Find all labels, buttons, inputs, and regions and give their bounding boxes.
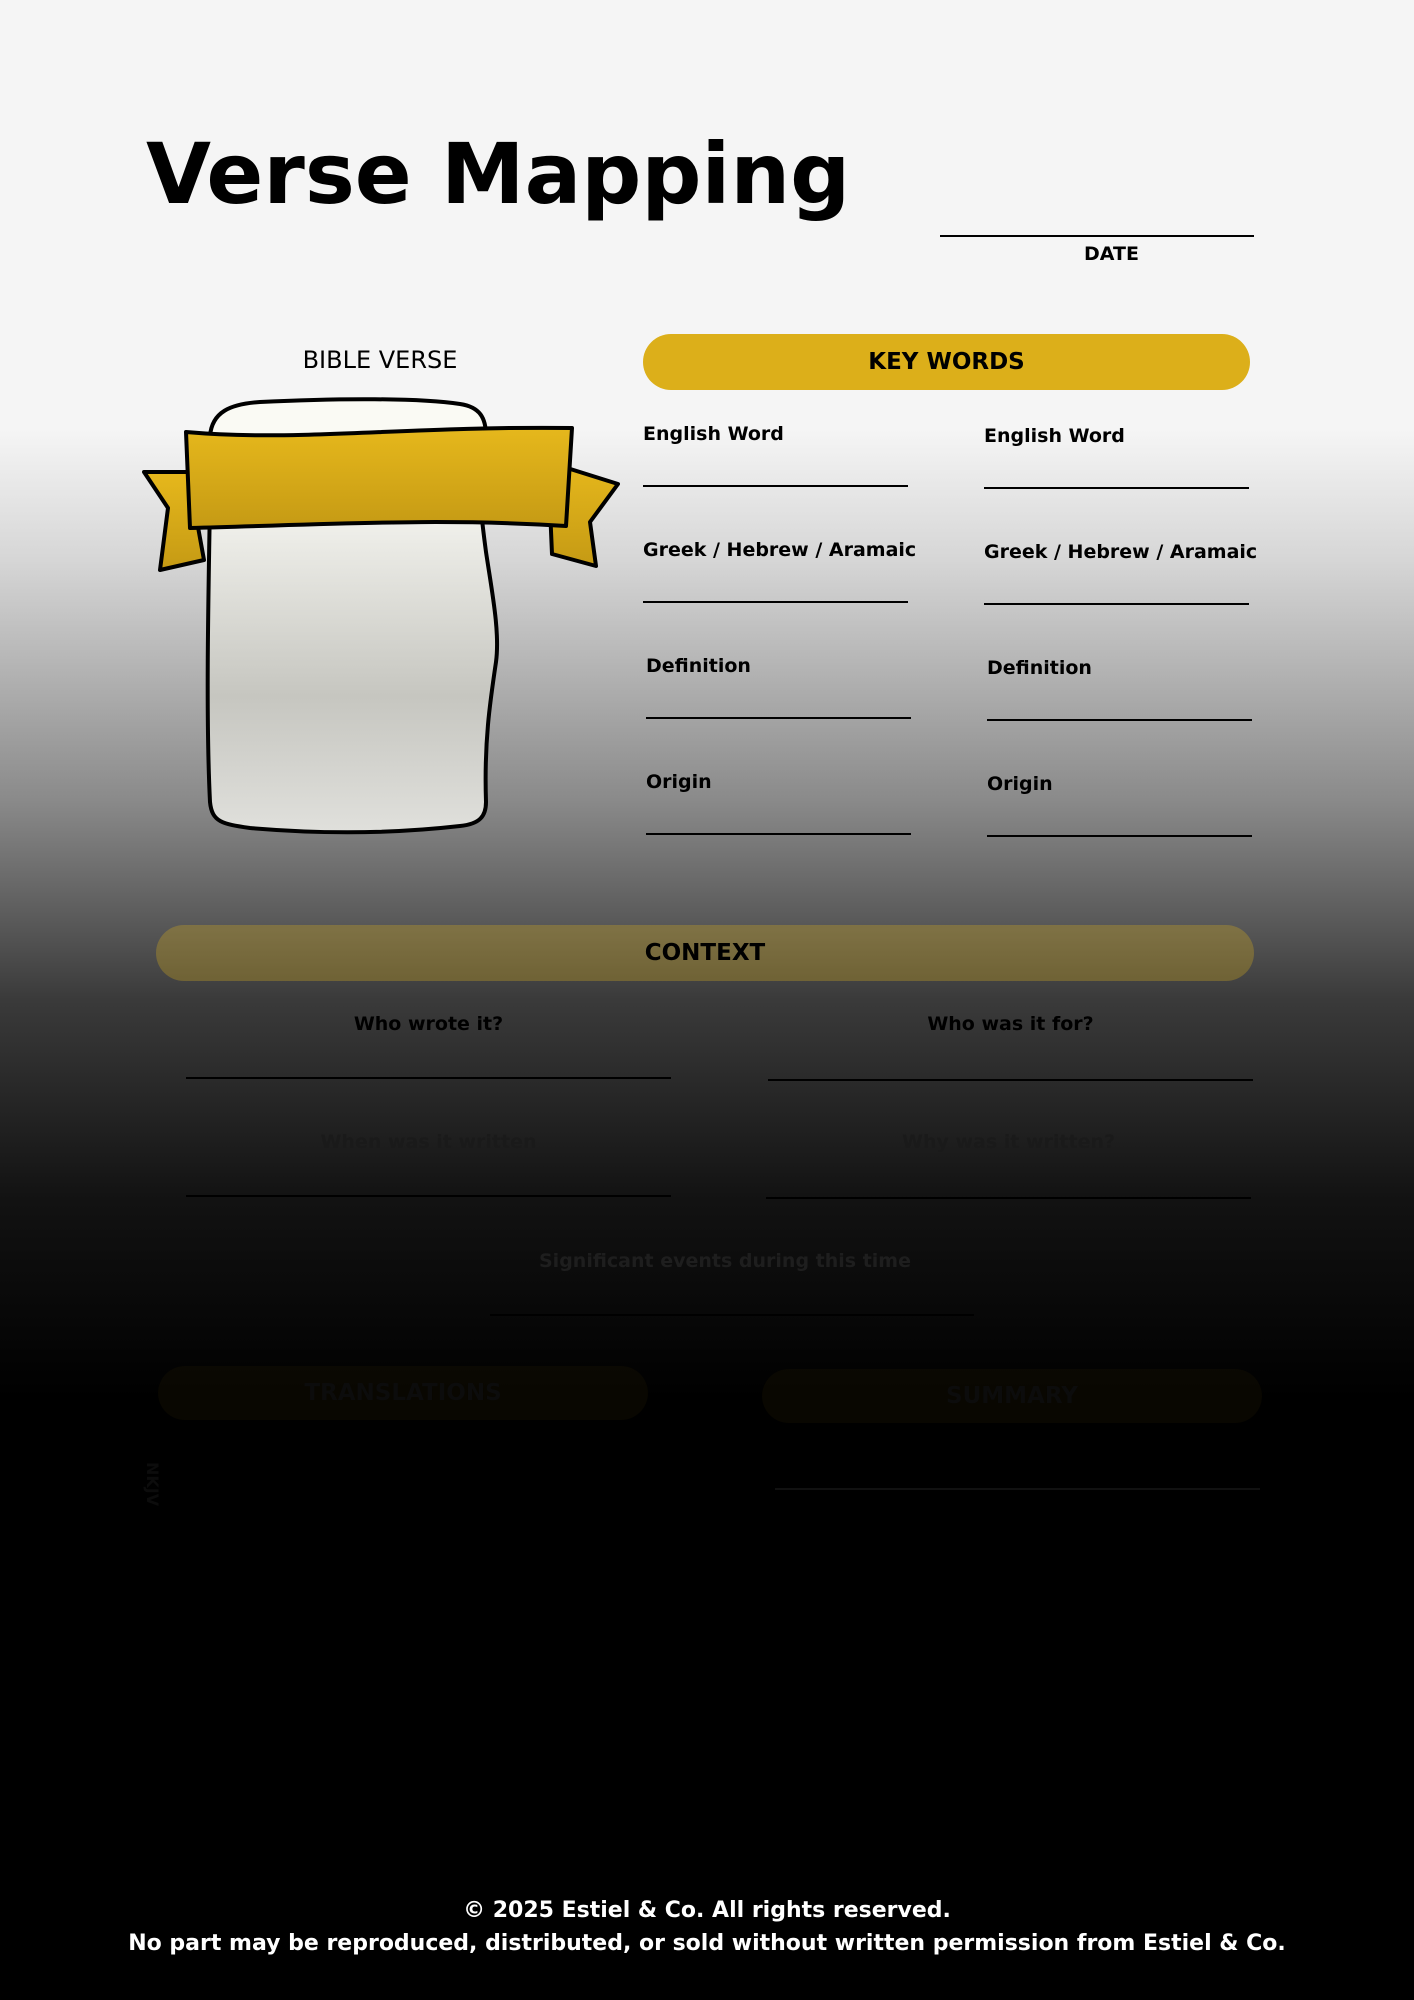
when-written-line[interactable]	[186, 1195, 671, 1197]
who-wrote-label: Who wrote it?	[353, 1013, 504, 1035]
events-line[interactable]	[490, 1314, 974, 1316]
events-label: Significant events during this time	[539, 1250, 911, 1272]
context-header: CONTEXT	[644, 940, 766, 966]
footer-notice: No part may be reproduced, distributed, or sold without written permission from Estiel & Co.	[128, 1931, 1286, 1956]
definition-label-2: Definition	[987, 657, 1092, 679]
summary-header: SUMMARY	[946, 1383, 1078, 1409]
english-word-label-2: English Word	[984, 425, 1125, 447]
why-written-label: Why was it written?	[901, 1131, 1116, 1153]
origin-label-1: Origin	[646, 771, 712, 793]
jar-illustration[interactable]	[140, 392, 620, 842]
original-language-line-2[interactable]	[984, 603, 1249, 605]
english-word-line-2[interactable]	[984, 487, 1249, 489]
why-written-line[interactable]	[766, 1197, 1251, 1199]
translations-header: TRANSLATIONS	[304, 1380, 502, 1406]
definition-line-2[interactable]	[987, 719, 1252, 721]
key-words-header: KEY WORDS	[643, 334, 1250, 390]
bible-verse-label: BIBLE VERSE	[302, 346, 458, 374]
when-written-label: When was it written	[320, 1131, 537, 1153]
definition-line-1[interactable]	[646, 717, 911, 719]
definition-label-1: Definition	[646, 655, 751, 677]
original-language-label-1: Greek / Hebrew / Aramaic	[643, 539, 917, 561]
origin-label-2: Origin	[987, 773, 1053, 795]
who-wrote-line[interactable]	[186, 1077, 671, 1079]
who-for-label: Who was it for?	[927, 1013, 1094, 1035]
original-language-label-2: Greek / Hebrew / Aramaic	[984, 541, 1258, 563]
date-label: DATE	[1084, 243, 1139, 265]
origin-line-1[interactable]	[646, 833, 911, 835]
who-for-line[interactable]	[768, 1079, 1253, 1081]
origin-line-2[interactable]	[987, 835, 1252, 837]
original-language-line-1[interactable]	[643, 601, 908, 603]
english-word-label-1: English Word	[643, 423, 784, 445]
english-word-line-1[interactable]	[643, 485, 908, 487]
translation-row-label: NKJV	[143, 1462, 162, 1507]
summary-line[interactable]	[775, 1488, 1260, 1490]
footer-copyright: © 2025 Estiel & Co. All rights reserved.	[463, 1898, 951, 1923]
page-title: Verse Mapping	[146, 125, 851, 223]
date-line[interactable]	[940, 235, 1254, 237]
